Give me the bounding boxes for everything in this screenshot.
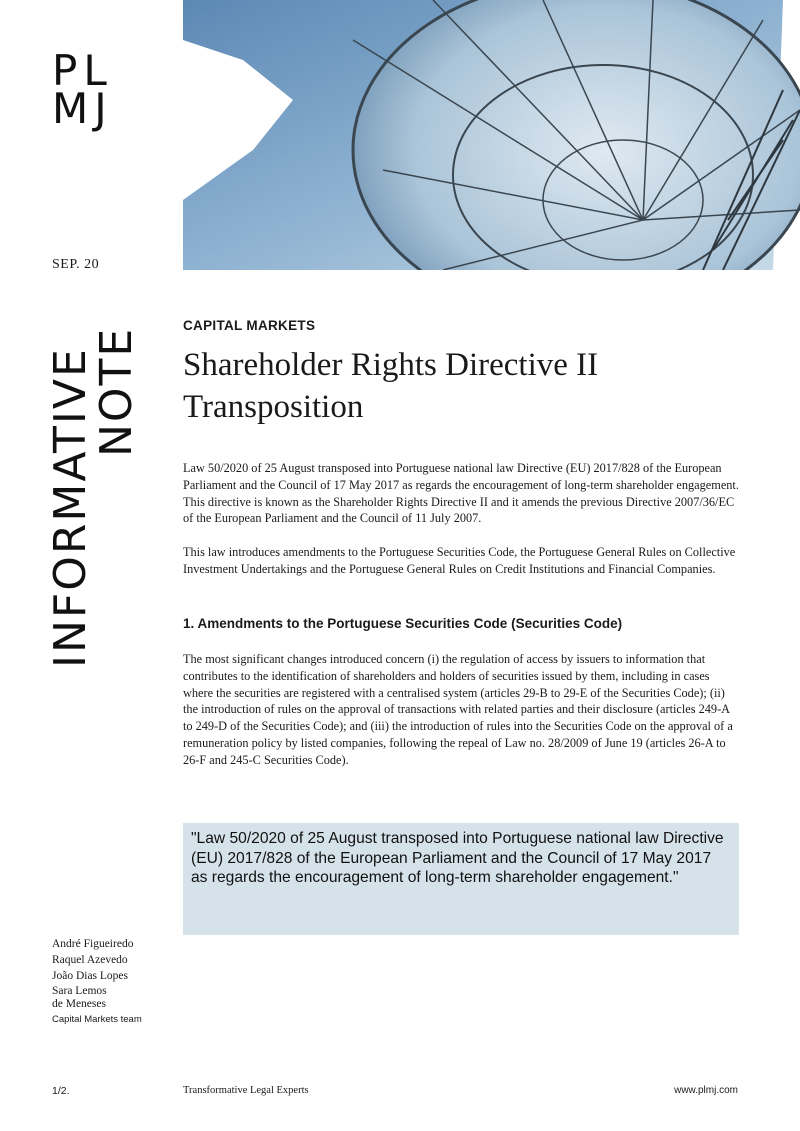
publication-date: SEP. 20	[52, 257, 100, 272]
logo-line-2: MJ	[52, 84, 113, 133]
authors-list	[52, 936, 172, 1027]
author-name: João Dias Lopes	[52, 970, 129, 983]
section-label: CAPITAL MARKETS	[183, 318, 316, 333]
page-title	[183, 344, 743, 428]
paragraph-amendments: This law introduces amendments to the Portuguese Securities Code, the Portuguese General Rules on Collective Investment Undertakings and the Portuguese General Rules on Credit Institutions and Financial Companies.	[183, 545, 736, 576]
footer-website-link[interactable]: www.plmj.com	[674, 1085, 738, 1096]
heading-securities-code: 1. Amendments to the Portuguese Securities Code (Securities Code)	[183, 616, 623, 631]
author-name: de Meneses	[52, 997, 106, 1010]
title-line-1: Shareholder Rights Directive II	[183, 347, 599, 383]
paragraph-changes: The most significant changes introduced concern (i) the regulation of access by issuers to information that contributes to the identification of shareholders and holders of securities issued by them, including in cases where the securities are registered with a centralised system (articles 29-B to 29-E of the Securities Code); (ii) the introduction of rules on the approval of transactions with related parties and their disclosure (articles 249-A to 249-D of the Securities Code); and (iii) the introduction of rules into the Securities Code on the approval of a remuneration policy by listed companies, following the repeal of Law no. 28/2009 of June 19 (articles 26-A to 26-F and 245-C Securities Code).	[183, 652, 733, 767]
paragraph-intro: Law 50/2020 of 25 August transposed into Portuguese national law Directive (EU) 2017/828 of the European Parliament and the Council of 17 May 2017 as regards the encouragement of long-term shareholder engagement. This directive is known as the Shareholder Rights Directive II and it amends the previous Directive 2007/36/EC of the European Parliament and the Council of 11 July 2007.	[183, 461, 739, 526]
plmj-logo	[52, 46, 132, 133]
team-label: Capital Markets team	[52, 1013, 142, 1025]
logo-line-1: PL	[52, 46, 113, 95]
footer-tagline: Transformative Legal Experts	[183, 1085, 309, 1096]
author-name: Raquel Azevedo	[52, 954, 128, 967]
vertical-title-line-1: INFORMATIVE	[45, 347, 96, 668]
title-line-2: Transposition	[183, 389, 364, 425]
vertical-title-line-2: NOTE	[91, 326, 142, 457]
vertical-document-type-title	[45, 326, 142, 668]
pull-quote	[183, 823, 739, 935]
author-name: Sara Lemos	[52, 984, 107, 997]
author-name: André Figueiredo	[52, 938, 134, 950]
pull-quote-text: "Law 50/2020 of 25 August transposed into Portuguese national law Directive (EU) 2017/828 of the European Parliament and the Council of 17 May 2017 as regards the encouragement of long-term shareholder engagement."	[191, 830, 724, 886]
header-image-satellite-dish	[183, 0, 800, 270]
page-number: 1/2.	[52, 1085, 70, 1097]
